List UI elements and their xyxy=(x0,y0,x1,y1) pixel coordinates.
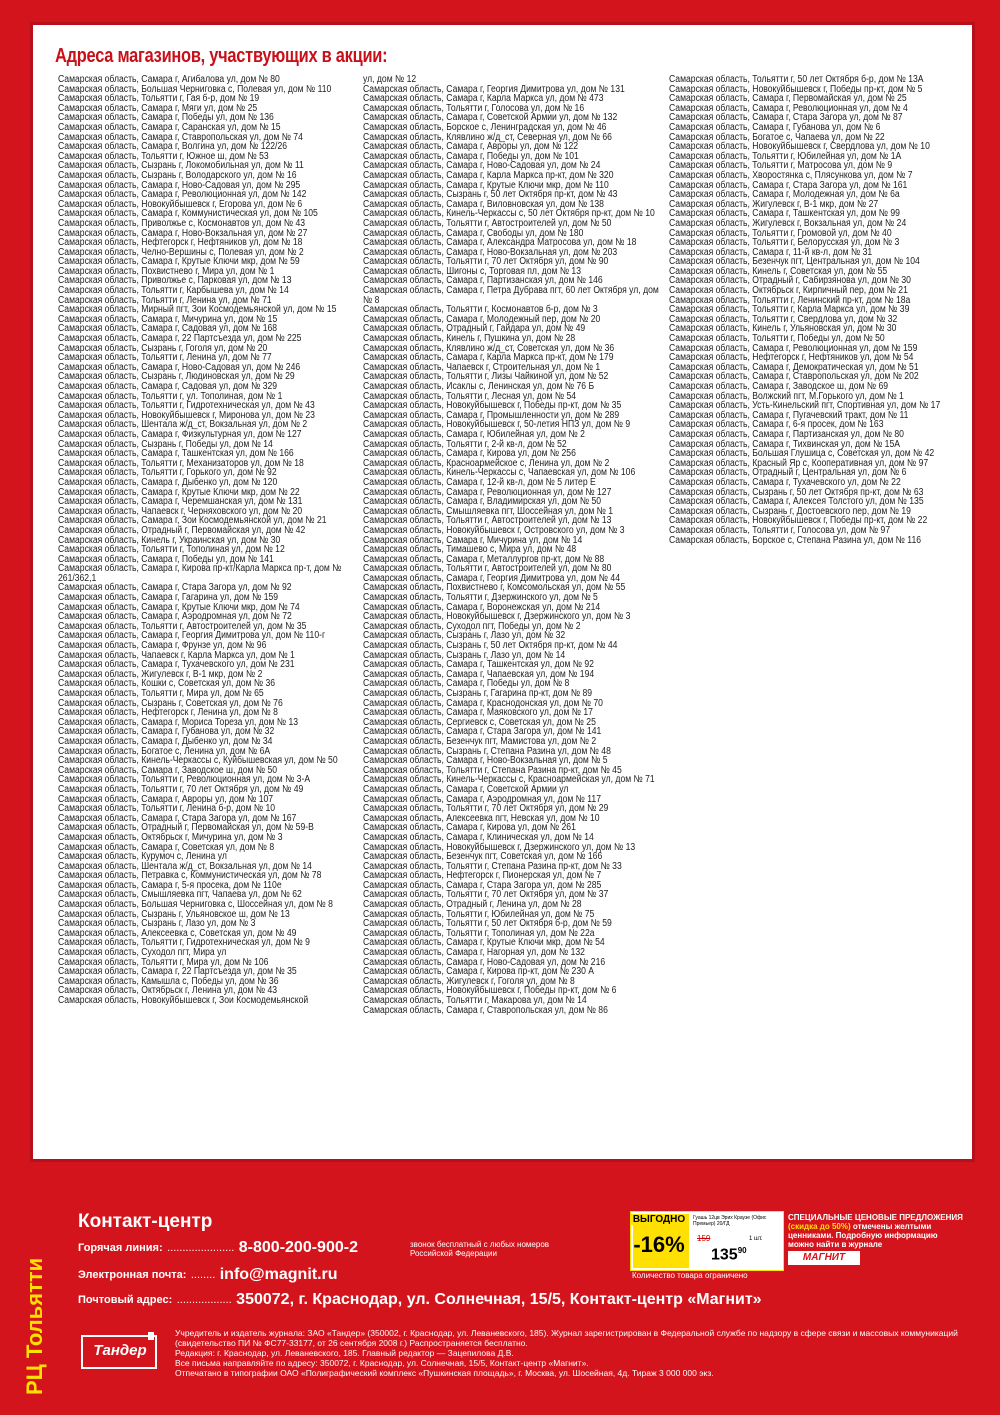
store-address: Самарская область, Петравка с, Коммунистическая ул, дом № 78 xyxy=(58,870,322,882)
store-address: Самарская область, Нефтегорск г, Ленина ул, дом № 8 xyxy=(58,707,278,719)
store-address: Самарская область, Самара г, Авроры ул, дом № 107 xyxy=(58,793,274,805)
email-row xyxy=(78,1266,338,1284)
store-address: Самарская область, Тольятти г, Мира ул, дом № 106 xyxy=(58,956,269,968)
store-address: Самарская область, Самара г, Революционная ул, дом № 127 xyxy=(363,486,612,498)
store-address: Самарская область, Самара г, Стара Загора ул, дом № 285 xyxy=(363,879,602,891)
store-address: Самарская область, Жигулевск г, Вокзальная ул, дом № 24 xyxy=(669,217,907,229)
store-address: Самарская область, Кинель-Черкассы с, Чапаевская ул, дом № 106 xyxy=(363,467,636,479)
store-address: Самарская область, Самара г, Победы ул, дом № 136 xyxy=(58,112,274,124)
store-address: Самарская область, Самара г, Победы ул, дом № 101 xyxy=(363,150,579,162)
store-address: Самарская область, Самара г, Ново-Садовая ул, дом № 246 xyxy=(58,361,301,373)
store-address: Самарская область, Жигулевск г, Гоголя ул, дом № 8 xyxy=(363,975,575,987)
store-address: Самарская область, Самара г, Советской Армии ул, дом № 132 xyxy=(363,112,618,124)
store-address: Самарская область, Самара г, Дыбенко ул, дом № 120 xyxy=(58,476,278,488)
store-address: Самарская область, Мирный пгт, Зои Космодемьянской ул, дом № 15 xyxy=(58,304,337,316)
store-address: Самарская область, Самара г, Ташкентская ул, дом № 92 xyxy=(363,659,594,671)
store-address: Самарская область, Самара г, Фрунзе ул, дом № 96 xyxy=(58,640,267,652)
store-address: Самарская область, Самара г, Кирова пр-кт/Карла Маркса пр-т, дом № 261/362,1 xyxy=(58,563,342,584)
store-address: Самарская область, Тольятти г, Дзержинского ул, дом № 5 xyxy=(363,592,598,604)
store-address: Самарская область, Самара г, Губанова ул, дом № 6 xyxy=(669,121,881,133)
store-address: Самарская область, Суходол пгт, Мира ул xyxy=(58,947,227,959)
store-address: Самарская область, Самара г, Революционная ул, дом № 142 xyxy=(58,189,307,201)
store-address: Самарская область, Самара г, Нагорная ул, дом № 132 xyxy=(363,947,585,959)
tag-new-price-value: 135 xyxy=(711,1246,738,1264)
store-address: Самарская область, Самара г, 5-я просека, дом № 110е xyxy=(58,879,282,891)
tander-logo-text: Тандер xyxy=(93,1342,147,1359)
store-address: Самарская область, Сызрань г, Лазо ул, дом № 14 xyxy=(363,649,566,661)
magnit-logo: МАГНИТ xyxy=(788,1251,860,1265)
tag-product-name: Гуашь 12цв Эрих Краузе (Офис Премьер) 20/ГД xyxy=(693,1215,767,1227)
contact-center-title: Контакт-центр xyxy=(78,1211,213,1232)
tag-discount: -16% xyxy=(633,1232,685,1257)
store-address: Самарская область, Самара г, Георгия Димитрова ул, дом № 131 xyxy=(363,83,625,95)
store-address: Самарская область, Сызрань г, Советская ул, дом № 76 xyxy=(58,697,283,709)
hotline-note: звонок бесплатный с любых номеров Российской Федерации xyxy=(410,1240,550,1258)
store-address: Самарская область, Октябрьск г, Мичурина ул, дом № 3 xyxy=(58,831,283,843)
store-address: Самарская область, Новокуйбышевск г, Победы пр-кт, дом № 22 xyxy=(669,515,928,527)
store-address: Самарская область, Тольятти г, Голосова ул, дом № 97 xyxy=(669,524,891,536)
store-address: Самарская область, Отрадный г, Ленина ул, дом № 28 xyxy=(363,899,582,911)
store-address: Самарская область, Самара г, Революционная ул, дом № 159 xyxy=(669,342,918,354)
store-address: Самарская область, Тольятти г, Ленина ул, дом № 71 xyxy=(58,294,272,306)
store-address: Самарская область, Кинель г, Украинская ул, дом № 30 xyxy=(58,534,281,546)
store-address: Самарская область, Самара г, Стара Загора ул, дом № 141 xyxy=(363,726,602,738)
store-address: Самарская область, Нефтегорск г, Нефтяников ул, дом № 54 xyxy=(669,352,914,364)
store-address: Самарская область, Тольятти г, Белорусская ул, дом № 3 xyxy=(669,237,900,249)
store-address: Самарская область, Самара г, Ново-Садовая ул, дом № 295 xyxy=(58,179,301,191)
store-address: Самарская область, Самара г, Чапаевская ул, дом № 194 xyxy=(363,668,595,680)
tag-old-price: 159 xyxy=(697,1234,711,1243)
store-address: Самарская область, Самара г, Ташкентская ул, дом № 99 xyxy=(669,208,900,220)
store-address: Самарская область, Сызрань г, 50 лет Октября пр-кт, дом № 63 xyxy=(669,486,924,498)
store-address: Самарская область, Сызрань г, Лазо ул, дом № 32 xyxy=(363,630,566,642)
store-address: Самарская область, Чапаевск г, Карла Маркса ул, дом № 1 xyxy=(58,649,295,661)
store-address: Самарская область, Безенчук пгт, Советская ул, дом № 166 xyxy=(363,851,603,863)
store-address: Самарская область, Тольятти г, Тополиная ул, дом № 22а xyxy=(363,927,595,939)
store-address: Самарская область, Самара г, Победы ул, дом № 141 xyxy=(58,553,274,565)
store-address: Самарская область, Самара г, Коммунистическая ул, дом № 105 xyxy=(58,208,318,220)
store-address: Самарская область, Тольятти г, Революционная ул, дом № 3-А xyxy=(58,774,311,786)
store-address: Самарская область, Тольятти г, Лесная ул, дом № 54 xyxy=(363,390,577,402)
store-address: Самарская область, Самара г, Карла Маркса пр-кт, дом № 179 xyxy=(363,352,614,364)
email-label: Электронная почта: xyxy=(78,1269,187,1281)
store-address: Самарская область, Безенчук пгт, Мамистова ул, дом № 2 xyxy=(363,735,597,747)
store-address: Самарская область, Самара г, Ташкентская ул, дом № 166 xyxy=(58,448,294,460)
post-address: 350072, г. Краснодар, ул. Солнечная, 15/5, Контакт-центр «Магнит» xyxy=(236,1291,762,1308)
address-column-2 xyxy=(363,75,693,1015)
special-discount: (скидка до 50%) xyxy=(788,1222,851,1231)
store-address: Самарская область, Шигоны с, Торговая пл, дом № 13 xyxy=(363,265,582,277)
store-address: Самарская область, Самара г, Агибалова ул, дом № 80 xyxy=(58,74,280,85)
store-address: Самарская область, Тольятти г, 70 лет Октября ул, дом № 37 xyxy=(363,889,609,901)
store-address: Самарская область, Сергиевск с, Советская ул, дом № 25 xyxy=(363,716,596,728)
store-address: Самарская область, Самара г, Металлургов пр-кт, дом № 88 xyxy=(363,553,605,565)
store-address: Самарская область, Борское с, Ленинградская ул, дом № 46 xyxy=(363,121,607,133)
store-address: Самарская область, Самара г, Первомайская ул, дом № 25 xyxy=(669,93,907,105)
store-address: Самарская область, Самара г, Маяковского ул, дом № 17 xyxy=(363,707,593,719)
store-address: Самарская область, Октябрьск г, Ленина ул, дом № 43 xyxy=(58,985,278,997)
store-address: Самарская область, Жигулевск г, В-1 мкр, дом № 2 xyxy=(58,668,263,680)
store-address: Самарская область, Тольятти г, Южное ш, дом № 53 xyxy=(58,150,269,162)
store-address: Самарская область, Самара г, Советской Армии ул xyxy=(363,783,569,795)
store-address: Самарская область, Новокуйбышевск г, Победы пр-кт, дом № 6 xyxy=(363,985,617,997)
store-address: Самарская область, Отрадный г, Сабирзянова ул, дом № 30 xyxy=(669,275,911,287)
store-address: Самарская область, Челно-Вершины с, Полевая ул, дом № 2 xyxy=(58,246,304,258)
store-address: Самарская область, Большая Черниговка с, Полевая ул, дом № 110 xyxy=(58,83,332,95)
store-address: Самарская область, Самара г, Садовая ул, дом № 329 xyxy=(58,381,278,392)
store-address: Самарская область, Красноармейское с, Ленина ул, дом № 2 xyxy=(363,457,610,469)
hotline-row xyxy=(78,1239,358,1257)
store-address: Самарская область, Тольятти г, 70 лет Октября ул, дом № 90 xyxy=(363,256,609,268)
publisher-line-4: Отпечатано в типографии ОАО «Полиграфический комплекс «Пушкинская площадь», г. Москва, ул. Шосейная, 4д. Тираж 3 000 000 экз. xyxy=(175,1368,714,1378)
store-address: Самарская область, Тольятти г, Свердлова ул, дом № 32 xyxy=(669,313,898,325)
store-address: Самарская область, Тольятти г, 50 лет Октября б-р, дом № 59 xyxy=(363,918,612,930)
store-address: Самарская область, Тольятти г, Ленина ул, дом № 77 xyxy=(58,352,272,364)
tag-pieces: 1 шт. xyxy=(749,1236,763,1242)
tag-new-price xyxy=(711,1246,747,1264)
store-address: Самарская область, Тольятти г, Ленина б-р, дом № 10 xyxy=(58,803,276,815)
store-address: Самарская область, Самара г, Аэродромная ул, дом № 72 xyxy=(58,611,292,623)
store-address: Самарская область, Новокуйбышевск г, Свердлова ул, дом № 10 xyxy=(669,141,930,153)
store-address: Самарская область, Кинель г, Пушкина ул, дом № 28 xyxy=(363,333,576,345)
store-address: Самарская область, Курумоч с, Ленина ул xyxy=(58,851,227,863)
store-address: Самарская область, Самара г, Губанова ул, дом № 32 xyxy=(58,726,275,738)
store-address: Самарская область, Самара г, Стара Загора ул, дом № 167 xyxy=(58,812,297,824)
store-address: Самарская область, Тольятти г, Автостроителей ул, дом № 13 xyxy=(363,515,612,527)
tander-logo xyxy=(78,1330,162,1374)
dot-leader: .................. xyxy=(176,1294,232,1306)
store-address: Самарская область, Сызрань г, Ульяновское ш, дом № 13 xyxy=(58,908,290,920)
store-address: Самарская область, Новокуйбышевск г, Дзержинского ул, дом № 3 xyxy=(363,611,631,623)
store-address: Самарская область, Тольятти г, Карла Маркса ул, дом № 39 xyxy=(669,304,910,316)
store-address: Самарская область, Тольятти г, Голосова ул, дом № 16 xyxy=(363,102,585,114)
store-address: Самарская область, Отрадный г, Центральная ул, дом № 6 xyxy=(669,467,907,479)
tag-best-label: ВЫГОДНО xyxy=(632,1214,686,1225)
store-address: Самарская область, Тольятти г, Степана Разина пр-кт, дом № 33 xyxy=(363,860,622,872)
store-address: Самарская область, Самара г, Мориса Тореза ул, дом № 13 xyxy=(58,716,299,728)
store-address: Самарская область, Самара г, Промышленности ул, дом № 289 xyxy=(363,409,620,421)
store-address: Самарская область, Кинель г, Советская ул, дом № 55 xyxy=(669,265,888,277)
store-address: Самарская область, Кинель-Черкассы с, 50 лет Октября пр-кт, дом № 10 xyxy=(363,208,655,220)
store-address: Самарская область, Новокуйбышевск г, 50-летия НПЗ ул, дом № 9 xyxy=(363,419,631,431)
store-address: Самарская область, Нефтегорск г, Пионерская ул, дом № 7 xyxy=(363,870,602,882)
store-address: Самарская область, Тольятти г, Степана Разина пр-кт, дом № 45 xyxy=(363,764,622,776)
store-address: Самарская область, Самара г, Владимирская ул, дом № 50 xyxy=(363,496,602,508)
store-address: Самарская область, Самара г, Крутые Ключи мкр, дом № 110 xyxy=(363,179,609,191)
store-address: Самарская область, Самара г, Ново-Вокзальная ул, дом № 27 xyxy=(58,227,308,239)
store-address: Самарская область, Самара г, Карла Маркса пр-кт, дом № 320 xyxy=(363,169,614,181)
store-address: Самарская область, Самара г, Тихвинская ул, дом № 15А xyxy=(669,438,900,450)
store-address: Самарская область, Самара г, Молодежная ул, дом № 6а xyxy=(669,189,900,201)
store-address: Самарская область, Новокуйбышевск г, Миронова ул, дом № 23 xyxy=(58,409,315,421)
store-address: Самарская область, Смышляевка пгт, Чапаева ул, дом № 62 xyxy=(58,889,302,901)
store-address: Самарская область, Похвистнево г, Мира ул, дом № 1 xyxy=(58,265,275,277)
store-address: Самарская область, Приволжье с, Парковая ул, дом № 13 xyxy=(58,275,292,287)
store-address: Самарская область, Самара г, Клиническая ул, дом № 14 xyxy=(363,831,594,843)
store-address: Самарская область, Кинель-Черкассы с, Куйбышевская ул, дом № 50 xyxy=(58,755,338,767)
store-address: Самарская область, Шентала ж/д_ст, Вокзальная ул, дом № 2 xyxy=(58,419,308,431)
store-address: Самарская область, Самара г, Ставропольская ул, дом № 86 xyxy=(363,1004,608,1016)
store-address: Самарская область, Тольятти г, Гая б-р, дом № 19 xyxy=(58,93,260,105)
store-address: Самарская область, Алексеевка пгт, Невская ул, дом № 10 xyxy=(363,812,600,824)
email-link[interactable]: info@magnit.ru xyxy=(219,1266,338,1283)
store-address: Самарская область, Самара г, Зои Космодемьянской ул, дом № 21 xyxy=(58,515,327,527)
store-address: Самарская область, Усть-Кинельский пгт, Спортивная ул, дом № 17 xyxy=(669,400,941,412)
store-address: Самарская область, Тольятти г, Победы ул, дом № 50 xyxy=(669,333,885,345)
store-address: Самарская область, Самара г, Саранская ул, дом № 15 xyxy=(58,121,281,133)
store-address: Самарская область, Самара г, Революционная ул, дом № 4 xyxy=(669,102,908,114)
store-address: Самарская область, Тольятти г, 70 лет Октября ул, дом № 49 xyxy=(58,783,304,795)
store-address: Самарская область, Самара г, Стара Загора ул, дом № 92 xyxy=(58,582,292,594)
store-address: Самарская область, Самара г, Молодежный пер, дом № 20 xyxy=(363,313,601,325)
store-address: Самарская область, Самара г, Партизанская ул, дом № 146 xyxy=(363,275,603,287)
store-address: Самарская область, Тольятти г, Юбилейная ул, дом № 75 xyxy=(363,908,595,920)
store-address: Самарская область, Самара г, Ново-Вокзальная ул, дом № 203 xyxy=(363,246,618,258)
address-column-3 xyxy=(669,75,975,545)
store-address: Самарская область, Самара г, Победы ул, дом № 8 xyxy=(363,678,570,690)
store-address: Самарская область, Самара г, Авроры ул, дом № 122 xyxy=(363,141,579,153)
hotline-label: Горячая линия: xyxy=(78,1242,163,1254)
address-card xyxy=(30,22,975,1162)
store-address: Самарская область, Самара г, 22 Партсъезда ул, дом № 35 xyxy=(58,966,297,978)
store-address: Самарская область, Самара г, Георгия Димитрова ул, дом № 110-г xyxy=(58,630,326,642)
store-address: Самарская область, Тольятти г, 50 лет Октября б-р, дом № 13А xyxy=(669,74,924,85)
store-address: Самарская область, Сызрань г, Людиновская ул, дом № 29 xyxy=(58,371,295,383)
store-address: Самарская область, Тольятти г, Гидротехническая ул, дом № 9 xyxy=(58,937,310,949)
post-label: Почтовый адрес: xyxy=(78,1294,173,1306)
store-address: Самарская область, Самара г, Советская ул, дом № 8 xyxy=(58,841,275,853)
dot-leader: ........ xyxy=(190,1269,216,1281)
store-address: Самарская область, Кошки с, Советская ул, дом № 36 xyxy=(58,678,276,690)
store-address: Самарская область, Самара г, Воронежская ул, дом № 214 xyxy=(363,601,601,613)
store-address: Самарская область, Тольятти г, Ленинский пр-кт, дом № 18а xyxy=(669,294,911,306)
store-address: Самарская область, Красный Яр с, Кооперативная ул, дом № 97 xyxy=(669,457,929,469)
store-address: Самарская область, Тольятти г, ул. Тополиная, дом № 1 xyxy=(58,390,283,402)
store-address: Самарская область, Тольятти г, Макарова ул, дом № 14 xyxy=(363,995,587,1006)
store-address: Самарская область, Отрадный г, Гайдара ул, дом № 49 xyxy=(363,323,586,335)
store-address: Самарская область, Отрадный г, Первомайская ул, дом № 42 xyxy=(58,524,306,536)
store-address: Самарская область, Большая Черниговка с, Шоссейная ул, дом № 8 xyxy=(58,899,333,911)
store-address: Самарская область, Чапаевск г, Черняховского ул, дом № 20 xyxy=(58,505,303,517)
store-address: Самарская область, Суходол пгт, Победы ул, дом № 2 xyxy=(363,620,581,632)
store-address: Самарская область, Тольятти г, Матросова ул, дом № 9 xyxy=(669,160,893,172)
store-address: Самарская область, Октябрьск г, Кирпичный пер, дом № 21 xyxy=(669,285,908,297)
store-address: Самарская область, Тольятти г, Космонавтов б-р, дом № 3 xyxy=(363,304,598,316)
dot-leader: ...................... xyxy=(167,1242,235,1254)
store-address: Самарская область, Самара г, Крутые Ключи мкр, дом № 54 xyxy=(363,937,605,949)
price-tag-sample xyxy=(630,1211,784,1271)
store-address: Самарская область, Самара г, Мичурина ул, дом № 15 xyxy=(58,313,278,325)
store-address: Самарская область, Самара г, Садовая ул, дом № 168 xyxy=(58,323,278,335)
store-address: Самарская область, Тольятти г, 2-й кв-л, дом № 52 xyxy=(363,438,567,450)
store-address: Самарская область, Алексеевка с, Советская ул, дом № 49 xyxy=(58,927,297,939)
store-address: Самарская область, Борское с, Степана Разина ул, дом № 116 xyxy=(669,534,922,546)
store-address: Самарская область, Самара г, Стара Загора ул, дом № 87 xyxy=(669,112,903,124)
store-address: Самарская область, Сызрань г, 50 лет Октября пр-кт, дом № 44 xyxy=(363,640,618,652)
store-address: Самарская область, Тольятти г, Гидротехническая ул, дом № 43 xyxy=(58,400,315,412)
store-address: Самарская область, Самара г, Краснодонская ул, дом № 70 xyxy=(363,697,603,709)
store-address: Самарская область, Самара г, Юбилейная ул, дом № 2 xyxy=(363,428,585,440)
store-address: Самарская область, Клявлино ж/д_ст, Северная ул, дом № 66 xyxy=(363,131,612,143)
store-address: Самарская область, Сызрань г, Гоголя ул, дом № 20 xyxy=(58,342,268,354)
store-address: Самарская область, Новокуйбышевск г, Островского ул, дом № 3 xyxy=(363,524,625,536)
hotline-number[interactable]: 8-800-200-900-2 xyxy=(238,1239,358,1256)
publisher-info xyxy=(175,1328,975,1378)
page-title: Адреса магазинов, участвующих в акции: xyxy=(55,45,388,67)
store-address: ул, дом № 12 xyxy=(363,74,417,85)
store-address: Самарская область, Сызрань г, Гагарина пр-кт, дом № 89 xyxy=(363,688,593,699)
store-address: Самарская область, Богатое с, Чапаева ул, дом № 22 xyxy=(669,131,885,143)
store-address: Самарская область, Тольятти г, Громовой ул, дом № 40 xyxy=(669,227,892,239)
store-address: Самарская область, Самара г, Дыбенко ул, дом № 34 xyxy=(58,735,273,747)
store-address: Самарская область, Самара г, Мяги ул, дом № 25 xyxy=(58,102,258,114)
store-address: Самарская область, Самара г, Ново-Садовая ул, дом № 216 xyxy=(363,956,606,968)
store-address: Самарская область, Чапаевск г, Строительная ул, дом № 1 xyxy=(363,361,601,373)
store-address: Самарская область, Самара г, Ставропольская ул, дом № 202 xyxy=(669,371,919,383)
tag-new-price-cents: 90 xyxy=(737,1246,747,1255)
store-address: Самарская область, Самара г, Физкультурная ул, дом № 127 xyxy=(58,428,302,440)
store-address: Самарская область, Самара г, Ново-Садовая ул, дом № 24 xyxy=(363,160,601,172)
store-address: Самарская область, Тольятти г, Тополиная ул, дом № 12 xyxy=(58,544,285,556)
store-address: Самарская область, Тольятти г, Горького ул, дом № 92 xyxy=(58,467,277,479)
store-address: Самарская область, Тольятти г, Мира ул, дом № 65 xyxy=(58,688,264,699)
store-address: Самарская область, Самара г, Заводское ш, дом № 69 xyxy=(669,381,889,392)
store-address: Самарская область, Самара г, 6-я просек, дом № 163 xyxy=(669,419,884,431)
store-address: Самарская область, Приволжье с, Космонавтов ул, дом № 43 xyxy=(58,217,306,229)
store-address: Самарская область, Клявлино ж/д_ст, Советская ул, дом № 36 xyxy=(363,342,615,354)
store-address: Самарская область, Самара г, Демократическая ул, дом № 51 xyxy=(669,361,919,373)
store-address: Самарская область, Самара г, Виловновская ул, дом № 138 xyxy=(363,198,604,210)
publisher-line-2: Редакция: г. Краснодар, ул. Леваневского, 185. Главный редактор — Зацепилова Д.В. xyxy=(175,1348,514,1358)
store-address: Самарская область, Нефтегорск г, Нефтяников ул, дом № 18 xyxy=(58,237,303,249)
store-address: Самарская область, Самара г, Аэродромная ул, дом № 117 xyxy=(363,793,601,805)
store-address: Самарская область, Самара г, Волгина ул, дом № 122/26 xyxy=(58,141,288,153)
store-address: Самарская область, Тольятти г, Юбилейная ул, дом № 1А xyxy=(669,150,902,162)
store-address: Самарская область, Сызрань г, Володарского ул, дом № 16 xyxy=(58,169,297,181)
special-desc: отмечены желтыми ценниками. Подробную информацию можно найти в журнале xyxy=(788,1222,938,1249)
publisher-line-1: Учредитель и издатель журнала: ЗАО «Тандер» (350002, г. Краснодар, ул. Леваневского, 185). Журнал зарегистрирован в Федеральной службе по надзору в сфере связи и массовых коммуникаций (свидетельство ПИ № ФС77-33177, от 26 сентября 2008 г.) Распространяется бесплатно. xyxy=(175,1328,958,1348)
store-address: Самарская область, Самара г, Пугачевский тракт, дом № 11 xyxy=(669,409,909,421)
store-address: Самарская область, Большая Глушица с, Советская ул, дом № 42 xyxy=(669,448,935,460)
store-address: Самарская область, Самара г, 22 Партсъезда ул, дом № 225 xyxy=(58,333,302,345)
store-address: Самарская область, Самара г, Ново-Вокзальная ул, дом № 5 xyxy=(363,755,608,767)
store-address: Самарская область, Самара г, Ставропольская ул, дом № 74 xyxy=(58,131,303,143)
store-address: Самарская область, Самара г, Тухачевского ул, дом № 231 xyxy=(58,659,295,671)
store-address: Самарская область, Кинель-Черкассы с, Красноармейская ул, дом № 71 xyxy=(363,774,655,786)
store-address: Самарская область, Самара г, Стара Загора ул, дом № 161 xyxy=(669,179,908,191)
store-address: Самарская область, Самара г, Крутые Ключи мкр, дом № 22 xyxy=(58,486,300,498)
store-address: Самарская область, Самара г, Тухачевского ул, дом № 22 xyxy=(669,476,901,488)
store-address: Самарская область, Тимашево с, Мира ул, дом № 48 xyxy=(363,544,577,556)
store-address: Самарская область, Самара г, Георгия Димитрова ул, дом № 44 xyxy=(363,572,620,584)
store-address: Самарская область, Самара г, Крутые Ключи мкр, дом № 74 xyxy=(58,601,300,613)
store-address: Самарская область, Новокуйбышевск г, Егорова ул, дом № 6 xyxy=(58,198,303,210)
store-address: Самарская область, Новокуйбышевск г, Зои Космодемьянской xyxy=(58,995,309,1006)
store-address: Самарская область, Самара г, Гагарина ул, дом № 159 xyxy=(58,592,279,604)
store-address: Самарская область, Сызрань г, Лазо ул, дом № 3 xyxy=(58,918,256,930)
store-address: Самарская область, Камышла с, Победы ул, дом № 36 xyxy=(58,975,279,987)
store-address: Самарская область, Тольятти г, Лизы Чайкиной ул, дом № 52 xyxy=(363,371,609,383)
post-row xyxy=(78,1291,762,1309)
store-address: Самарская область, Жигулевск г, В-1 мкр, дом № 27 xyxy=(669,198,879,210)
store-address: Самарская область, Самара г, Мичурина ул, дом № 14 xyxy=(363,534,583,546)
tag-note: Количество товара ограничено xyxy=(632,1271,748,1280)
store-address: Самарская область, Сызрань г, 50 лет Октября пр-кт, дом № 43 xyxy=(363,189,618,201)
store-address: Самарская область, Новокуйбышевск г, Дзержинского ул, дом № 13 xyxy=(363,841,636,853)
store-address: Самарская область, Новокуйбышевск г, Победы пр-кт, дом № 5 xyxy=(669,83,923,95)
store-address: Самарская область, Сызрань г, Достоевского пер, дом № 19 xyxy=(669,505,911,517)
store-address: Самарская область, Тольятти г, Автостроителей ул, дом № 35 xyxy=(58,620,307,632)
store-address: Самарская область, Самара г, Партизанская ул, дом № 80 xyxy=(669,428,904,440)
region-label: РЦ Тольятти xyxy=(22,1257,47,1395)
store-address: Самарская область, Самара г, Кирова ул, дом № 261 xyxy=(363,822,576,834)
store-address: Самарская область, Похвистнево г, Комсомольская ул, дом № 55 xyxy=(363,582,626,594)
store-address: Самарская область, Исаклы с, Ленинская ул, дом № 76 Б xyxy=(363,381,595,392)
store-address: Самарская область, Тольятти г, Автостроителей ул, дом № 50 xyxy=(363,217,612,229)
store-address: Самарская область, Самара г, Свободы ул, дом № 180 xyxy=(363,227,584,239)
store-address: Самарская область, Новокуйбышевск г, Победы пр-кт, дом № 35 xyxy=(363,400,622,412)
store-address: Самарская область, Тольятти г, Механизаторов ул, дом № 18 xyxy=(58,457,304,469)
store-address: Самарская область, Самара г, 11-й кв-л, дом № 31 xyxy=(669,246,873,258)
store-address: Самарская область, Тольятти г, Автостроителей ул, дом № 80 xyxy=(363,563,612,575)
store-address: Самарская область, Шентала ж/д_ст, Вокзальная ул, дом № 14 xyxy=(58,860,312,872)
store-address: Самарская область, Безенчук пгт, Центральная ул, дом № 104 xyxy=(669,256,920,268)
store-address: Самарская область, Самара г, Алексея Толстого ул, дом № 135 xyxy=(669,496,924,508)
store-address: Самарская область, Отрадный г, Первомайская ул, дом № 59-В xyxy=(58,822,314,834)
store-address: Самарская область, Самара г, Черемшанская ул, дом № 131 xyxy=(58,496,303,508)
store-address: Самарская область, Хворостянка с, Плясункова ул, дом № 7 xyxy=(669,169,913,181)
publisher-line-3: Все письма направляйте по адресу: 350072, г. Краснодар, ул. Солнечная, 15/5, Контакт-центр «Магнит». xyxy=(175,1358,589,1368)
store-address: Самарская область, Сызрань г, Степана Разина ул, дом № 48 xyxy=(363,745,611,757)
store-address: Самарская область, Самара г, Крутые Ключи мкр, дом № 59 xyxy=(58,256,300,268)
store-address: Самарская область, Волжский пгт, М.Горького ул, дом № 1 xyxy=(669,390,904,402)
special-offer-text xyxy=(788,1213,963,1249)
address-column-1 xyxy=(58,75,388,1006)
store-address: Самарская область, Самара г, Карла Маркса ул, дом № 473 xyxy=(363,93,604,105)
store-address: Самарская область, Смышляевка пгт, Шоссейная ул, дом № 1 xyxy=(363,505,614,517)
store-address: Самарская область, Богатое с, Ленина ул, дом № 6А xyxy=(58,745,271,757)
store-address: Самарская область, Сызрань г, Победы ул, дом № 14 xyxy=(58,438,273,450)
footer xyxy=(0,1175,1000,1415)
store-address: Самарская область, Кинель г, Ульяновская ул, дом № 30 xyxy=(669,323,897,335)
store-address: Самарская область, Самара г, Заводское ш, дом № 50 xyxy=(58,764,278,776)
store-address: Самарская область, Самара г, Петра Дубрава пгт, 60 лет Октября ул, дом № 8 xyxy=(363,285,659,306)
special-title: СПЕЦИАЛЬНЫЕ ЦЕНОВЫЕ ПРЕДЛОЖЕНИЯ xyxy=(788,1213,963,1222)
store-address: Самарская область, Самара г, Кирова ул, дом № 256 xyxy=(363,448,576,460)
store-address: Самарская область, Самара г, Александра Матросова ул, дом № 18 xyxy=(363,237,637,249)
store-address: Самарская область, Самара г, 12-й кв-л, дом № 5 литер Е xyxy=(363,476,596,488)
store-address: Самарская область, Тольятти г, Карбышева ул, дом № 14 xyxy=(58,285,289,297)
store-address: Самарская область, Сызрань г, Локомобильная ул, дом № 11 xyxy=(58,160,304,172)
store-address: Самарская область, Тольятти г, 70 лет Октября ул, дом № 29 xyxy=(363,803,609,815)
store-address: Самарская область, Самара г, Кирова пр-кт, дом № 230 А xyxy=(363,966,595,978)
